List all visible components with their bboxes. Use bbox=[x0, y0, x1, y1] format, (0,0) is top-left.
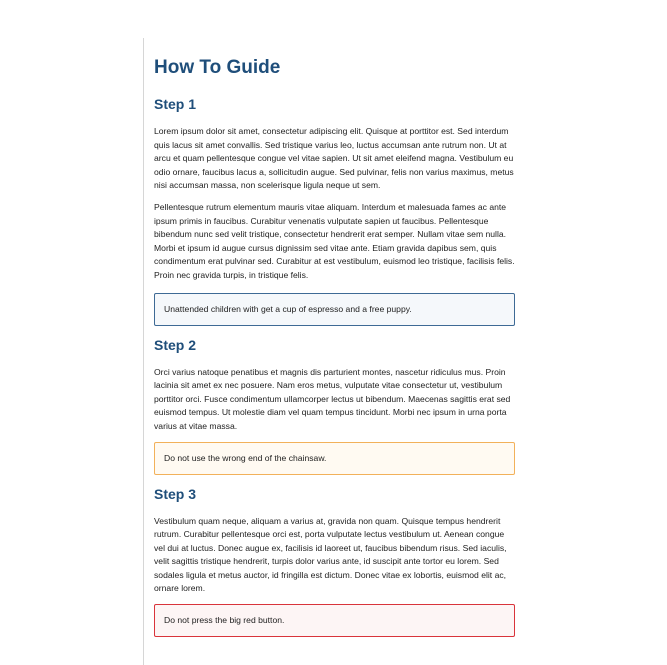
danger-note: Do not press the big red button. bbox=[154, 604, 515, 637]
step-1-paragraph-2: Pellentesque rutrum elementum mauris vitae aliquam. Interdum et malesuada fames ac ante ipsum primis in faucibus. Curabitur venenatis vulputate sapien ut faucibus. Pellentesque bibendum nunc sed velit tristique, consectetur hendrerit erat semper. Nullam vitae sem nulla. Morbi et ipsum id augue cursus dignissim sed vitae ante. Etiam gravida dapibus sem, quis condimentum erat pulvinar sed. Curabitur at est vestibulum, euismod leo tristique, facilisis felis. Proin nec gravida turpis, in tristique felis. bbox=[154, 201, 515, 280]
step-3-section bbox=[154, 485, 515, 638]
step-1-heading: Step 1 bbox=[154, 96, 197, 112]
warning-note: Do not use the wrong end of the chainsaw. bbox=[154, 442, 515, 475]
page-left-rule bbox=[143, 38, 144, 665]
step-2-paragraph-1: Orci varius natoque penatibus et magnis dis parturient montes, nascetur ridiculus mus. Proin lacinia sit amet ex nec posuere. Nam eros metus, vulputate vitae consectetur ut, vestibulum porttitor orci. Fusce condimentum ullamcorper lectus ut bibendum. Maecenas sagittis erat sed euismod tempus. Ut molestie diam vel quam tempus tincidunt. Morbi nec ipsum in urna porta varius at vitae massa. bbox=[154, 366, 511, 431]
step-3-heading: Step 3 bbox=[154, 485, 197, 502]
step-1-paragraph-1: Lorem ipsum dolor sit amet, consectetur adipiscing elit. Quisque at porttitor est. Sed interdum quis lacus sit amet convallis. Sed tristique varius leo, luctus accumsan ante rutrum non. Ut at arcu et quam pellentesque congue vel vitae sapien. Ut sit amet eleifend magna. Vestibulum eu odio ornare, faucibus lacus a, sollicitudin augue. Sed pulvinar, felis non varius maximus, metus nisi accumsan massa, non scelerisque ligula neque ut sem. bbox=[154, 126, 514, 191]
step-3-paragraph-1: Vestibulum quam neque, aliquam a varius at, gravida non quam. Quisque tempus hendrerit rutrum. Curabitur pellentesque orci est, porta vulputate lectus vestibulum ut. Aenean congue vel dui at luctus. Donec augue ex, facilisis id laoreet ut, faucibus bibendum risus. Sed iaculis, velit sagittis tristique hendrerit, turpis dolor varius ante, id suscipit ante tortor eu lorem. Sed sodales ligula et metus auctor, id fringilla est dictum. Donec vitae ex lobortis, euismod elit ac, ornare lorem. bbox=[154, 515, 507, 594]
guide-content bbox=[154, 56, 515, 647]
page-title: How To Guide bbox=[154, 57, 281, 78]
info-note: Unattended children with get a cup of espresso and a free puppy. bbox=[154, 293, 515, 326]
step-2-heading: Step 2 bbox=[154, 336, 197, 353]
step-2-section bbox=[154, 336, 515, 475]
step-1-section bbox=[154, 95, 515, 326]
